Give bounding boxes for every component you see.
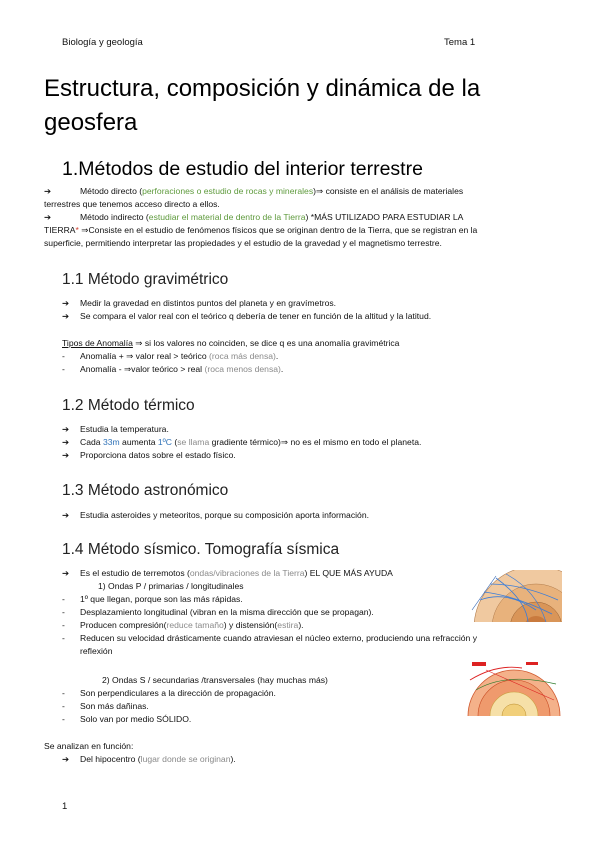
arrow-icon: ➔ — [44, 212, 52, 222]
list-item: - Reducen su velocidad drásticamente cuando atraviesan el núcleo externo, produciendo una refracción y — [62, 633, 477, 643]
list-item: - Desplazamiento longitudinal (vibran en la misma dirección que se propagan). — [62, 607, 374, 617]
arrow-icon: ➔ — [44, 186, 52, 196]
list-item: - Son perpendiculares a la dirección de propagación. — [62, 688, 276, 698]
p-wave-diagram — [466, 570, 562, 622]
list-item: ➔ Del hipocentro (lugar donde se originan). — [62, 754, 236, 764]
list-item: - Anomalía - ⇒valor teórico > real (roca menos densa). — [62, 364, 284, 374]
list-item: ➔ Estudia la temperatura. — [62, 424, 169, 434]
header-subject: Biología y geología — [62, 37, 143, 48]
list-item: - Anomalía + ⇒ valor real > teórico (roca más densa). — [62, 351, 279, 361]
s-waves-title: 2) Ondas S / secundarias /transversales (hay muchas más) — [102, 675, 328, 685]
s-waves-list — [62, 674, 482, 726]
anomaly-types: Tipos de Anomalía ⇒ si los valores no coinciden, se dice q es una anomalía gravimétrica - Anomalía + ⇒ valor real > teórico (roca más densa). - Anomalía - ⇒valor teórico > real (roca menos densa). — [62, 337, 572, 376]
list-item: - Solo van por medio SÓLIDO. — [62, 714, 192, 724]
section-heading-astronomic: 1.3 Método astronómico — [62, 482, 229, 499]
arrow-icon: ➔ — [62, 450, 70, 460]
list-item: - 1º que llegan, porque son las más rápidas. — [62, 594, 243, 604]
arrow-icon: ➔ — [62, 437, 70, 447]
section-heading-1: 1.Métodos de estudio del interior terrestre — [62, 158, 423, 180]
arrow-icon: ➔ — [62, 311, 70, 321]
header-topic: Tema 1 — [444, 37, 476, 48]
section-heading-gravimetric: 1.1 Método gravimétrico — [62, 271, 229, 288]
thermal-bullets — [62, 423, 572, 462]
list-item: ➔ Estudia asteroides y meteoritos, porque su composición aporta información. — [62, 510, 369, 520]
section-heading-seismic: 1.4 Método sísmico. Tomografía sísmica — [62, 541, 340, 558]
page-title: Estructura, composición y dinámica de la geosfera — [44, 75, 481, 136]
arrow-icon: ➔ — [62, 298, 70, 308]
arrow-icon: ➔ — [62, 424, 70, 434]
list-item: - Producen compresión(reduce tamaño) y distensión(estira). — [62, 620, 304, 630]
gravimetric-bullets — [62, 297, 572, 323]
p-waves-title: 1) Ondas P / primarias / longitudinales — [98, 581, 244, 591]
direct-method-text: ➔ Método directo (perforaciones o estudio de rocas y minerales)⇒ consiste en el análisis de materiales terrestres que tenemos acceso directo a ellos. — [44, 186, 464, 209]
page-number: 1 — [62, 801, 68, 812]
list-item: ➔ Se compara el valor real con el teórico q debería de tener en función de la altitud y la latitud. — [62, 311, 432, 321]
list-item: ➔ Es el estudio de terremotos (ondas/vibraciones de la Tierra) EL QUE MÁS AYUDA — [62, 568, 393, 578]
p-waves-list: - 1º que llegan, porque son las más rápidas. - Desplazamiento longitudinal (vibran en la misma dirección que se propagan). - Producen compresión(reduce tamaño) y distensión(estira). - Reducen su velocidad drásticamente cuando atraviesan el núcleo externo, produciendo una refracción y reflexión — [62, 593, 562, 658]
section-heading-thermal: 1.2 Método térmico — [62, 397, 195, 414]
arrow-icon: ➔ — [62, 568, 70, 578]
seismic-intro — [62, 567, 482, 593]
list-item: ➔ Medir la gravedad en distintos puntos del planeta y en gravímetros. — [62, 298, 337, 308]
arrow-icon: ➔ — [62, 510, 70, 520]
s-wave-diagram — [466, 660, 562, 716]
astronomic-bullets — [62, 509, 572, 522]
arrow-icon: ➔ — [62, 754, 70, 764]
analysis-text: Se analizan en función: ➔ Del hipocentro (lugar donde se originan). — [44, 740, 544, 766]
list-item: ➔ Proporciona datos sobre el estado físico. — [62, 450, 236, 460]
list-item: - Son más dañinas. — [62, 701, 149, 711]
list-item: ➔ Cada 33m aumenta 1ºC (se llama gradiente térmico)⇒ no es el mismo en todo el planeta. — [62, 437, 422, 447]
indirect-method-text: ➔ Método indirecto (estudiar el material de dentro de la Tierra) *MÁS UTILIZADO PARA ESTUDIAR LA TIERRA* ⇒Consiste en el estudio de fenómenos físicos que se originan dentro de la Tierra, que se registran en la superficie, permitiendo interpretar las propiedades y el estudio de la gravedad y el magnetismo terrestre. — [44, 212, 478, 248]
